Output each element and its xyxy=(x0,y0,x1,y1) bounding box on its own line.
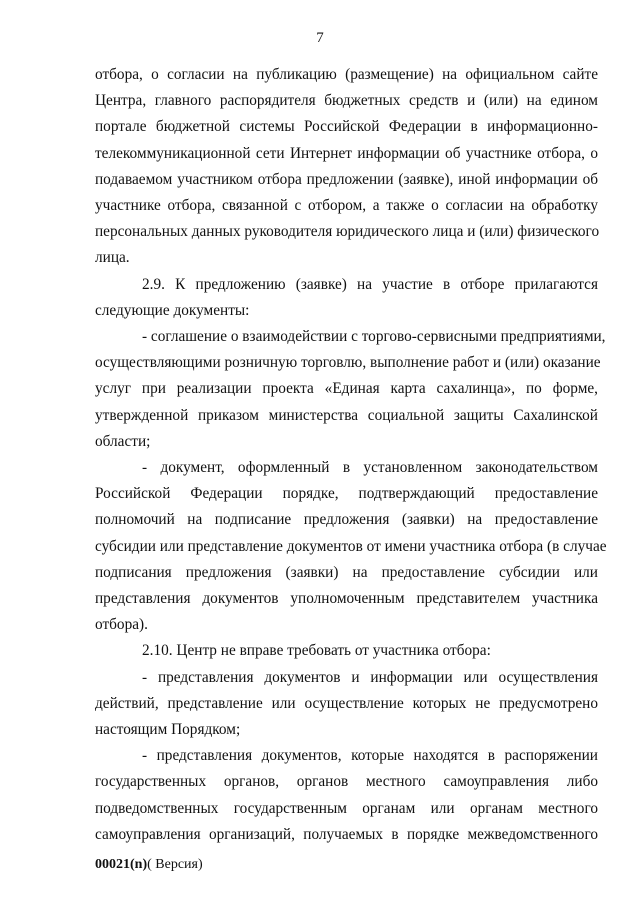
text-line: государственных органов, органов местного самоуправления либо xyxy=(95,773,598,791)
text-line: портале бюджетной системы Российской Федерации в информационно- xyxy=(95,118,598,136)
text-line: настоящим Порядком; xyxy=(95,721,241,739)
text-line: области; xyxy=(95,432,151,450)
document-code: 00021(n) xyxy=(95,857,148,872)
text-line: следующие документы: xyxy=(95,301,250,319)
list-item: - документ, оформленный в установленном законодательством xyxy=(142,459,598,477)
list-item: - представления документов, которые находятся в распоряжении xyxy=(142,747,598,765)
text-line: отбора). xyxy=(95,616,148,634)
text-line: отбора, о согласии на публикацию (размещение) на официальном сайте xyxy=(95,66,598,83)
text-line: персональных данных руководителя юридического лица и (или) физического xyxy=(95,223,600,241)
text-line: полномочий на подписание предложения (заявки) на предоставление xyxy=(95,511,598,529)
text-line: телекоммуникационной сети Интернет информации об участнике отбора, о xyxy=(95,144,598,162)
document-body xyxy=(95,62,607,848)
text-line: подведомственных государственным органам или органам местного xyxy=(95,799,598,817)
text-line: осуществляющими розничную торговлю, выполнение работ и (или) оказание xyxy=(95,354,601,372)
text-line: представления документов уполномоченным представителем участника xyxy=(95,590,598,608)
version-label: ( Версия) xyxy=(147,857,203,872)
page-number: 7 xyxy=(316,30,324,46)
text-line: самоуправления организаций, получаемых в порядке межведомственного xyxy=(95,825,598,843)
text-line: лица. xyxy=(95,249,130,267)
section-2-9-heading: 2.9. К предложению (заявке) на участие в отборе прилагаются xyxy=(142,275,598,293)
footer xyxy=(95,857,203,873)
text-line: участнике отбора, связанной с отбором, а также о согласии на обработку xyxy=(95,197,598,215)
list-item: - соглашение о взаимодействии с торгово-сервисными предприятиями, xyxy=(142,328,606,346)
text-line: субсидии или представление документов от имени участника отбора (в случае xyxy=(95,537,607,555)
text-line: подписания предложения (заявки) на предоставление субсидии или xyxy=(95,563,598,581)
section-2-10-heading: 2.10. Центр не вправе требовать от участника отбора: xyxy=(142,642,491,660)
text-line: утвержденной приказом министерства социальной защиты Сахалинской xyxy=(95,406,598,424)
text-line: действий, представление или осуществление которых не предусмотрено xyxy=(95,694,598,712)
text-line: услуг при реализации проекта «Единая карта сахалинца», по форме, xyxy=(95,380,598,398)
text-line: подаваемом участником отбора предложении (заявке), иной информации об xyxy=(95,170,598,188)
list-item: - представления документов и информации или осуществления xyxy=(142,668,598,686)
text-line: Российской Федерации порядке, подтверждающий предоставление xyxy=(95,485,598,503)
text-line: Центра, главного распорядителя бюджетных средств и (или) на едином xyxy=(95,92,598,110)
